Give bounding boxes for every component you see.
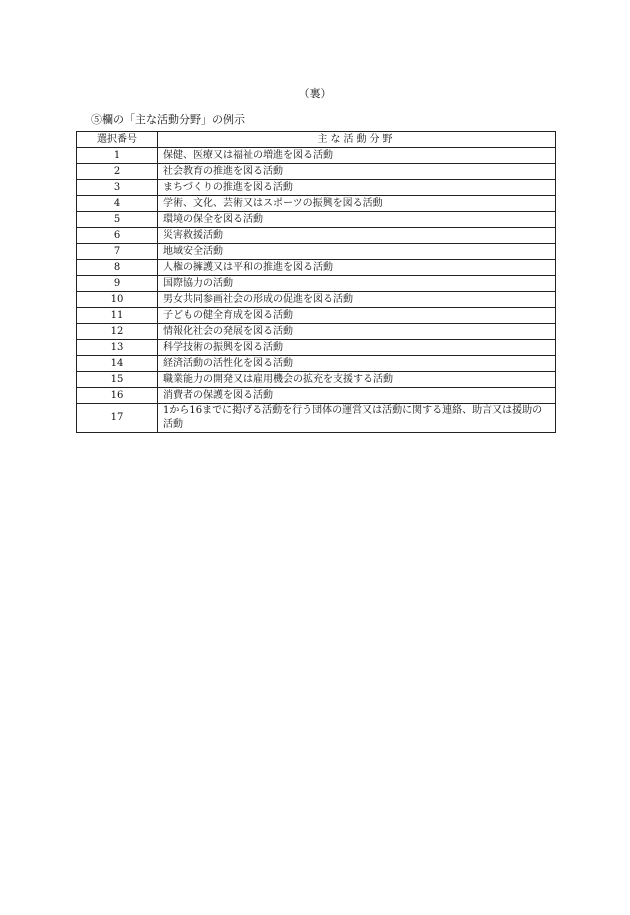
row-number: 4 xyxy=(77,196,158,212)
row-activity-field: 災害救援活動 xyxy=(158,228,556,244)
row-number: 3 xyxy=(77,180,158,196)
row-number: 12 xyxy=(77,324,158,340)
header-row xyxy=(77,132,556,148)
row-number: 15 xyxy=(77,372,158,388)
activity-fields-table xyxy=(76,131,556,433)
row-number: 14 xyxy=(77,356,158,372)
table-row xyxy=(77,292,556,308)
table-row xyxy=(77,308,556,324)
table-row xyxy=(77,324,556,340)
row-number: 9 xyxy=(77,276,158,292)
row-activity-field: 保健、医療又は福祉の増進を図る活動 xyxy=(158,148,556,164)
row-number: 6 xyxy=(77,228,158,244)
table-header xyxy=(77,132,556,148)
row-number: 11 xyxy=(77,308,158,324)
table-row xyxy=(77,404,556,433)
row-activity-field: 子どもの健全育成を図る活動 xyxy=(158,308,556,324)
table-row xyxy=(77,388,556,404)
table-row xyxy=(77,340,556,356)
table-row xyxy=(77,164,556,180)
row-activity-field: 社会教育の推進を図る活動 xyxy=(158,164,556,180)
table-row xyxy=(77,212,556,228)
table-row xyxy=(77,260,556,276)
table-row xyxy=(77,244,556,260)
row-activity-field: まちづくりの推進を図る活動 xyxy=(158,180,556,196)
row-number: 16 xyxy=(77,388,158,404)
row-activity-field: 環境の保全を図る活動 xyxy=(158,212,556,228)
row-activity-field: 地域安全活動 xyxy=(158,244,556,260)
row-number: 10 xyxy=(77,292,158,308)
row-activity-field: 人権の擁護又は平和の推進を図る活動 xyxy=(158,260,556,276)
table-body xyxy=(77,148,556,433)
table-row xyxy=(77,196,556,212)
table-row xyxy=(77,148,556,164)
page-header: （裏） xyxy=(298,87,332,100)
row-activity-field: 職業能力の開発又は雇用機会の拡充を支援する活動 xyxy=(158,372,556,388)
table-row xyxy=(77,180,556,196)
row-activity-field: 男女共同参画社会の形成の促進を図る活動 xyxy=(158,292,556,308)
row-number: 13 xyxy=(77,340,158,356)
row-activity-field: 学術、文化、芸術又はスポーツの振興を図る活動 xyxy=(158,196,556,212)
row-number: 5 xyxy=(77,212,158,228)
row-activity-field: 1から16までに掲げる活動を行う団体の運営又は活動に関する連絡、助言又は援助の活動 xyxy=(158,404,556,433)
table-row xyxy=(77,372,556,388)
header-selection-number: 選択番号 xyxy=(77,132,158,148)
row-activity-field: 科学技術の振興を図る活動 xyxy=(158,340,556,356)
row-number: 7 xyxy=(77,244,158,260)
row-number: 8 xyxy=(77,260,158,276)
row-number: 2 xyxy=(77,164,158,180)
section-title: ⑤欄の「主な活動分野」の例示 xyxy=(91,113,245,126)
table-row xyxy=(77,228,556,244)
row-activity-field: 情報化社会の発展を図る活動 xyxy=(158,324,556,340)
row-number: 17 xyxy=(77,404,158,433)
header-activity-field: 主な活動分野 xyxy=(158,132,556,148)
row-activity-field: 国際協力の活動 xyxy=(158,276,556,292)
row-activity-field: 経済活動の活性化を図る活動 xyxy=(158,356,556,372)
table-row xyxy=(77,356,556,372)
table-row xyxy=(77,276,556,292)
row-number: 1 xyxy=(77,148,158,164)
row-activity-field: 消費者の保護を図る活動 xyxy=(158,388,556,404)
